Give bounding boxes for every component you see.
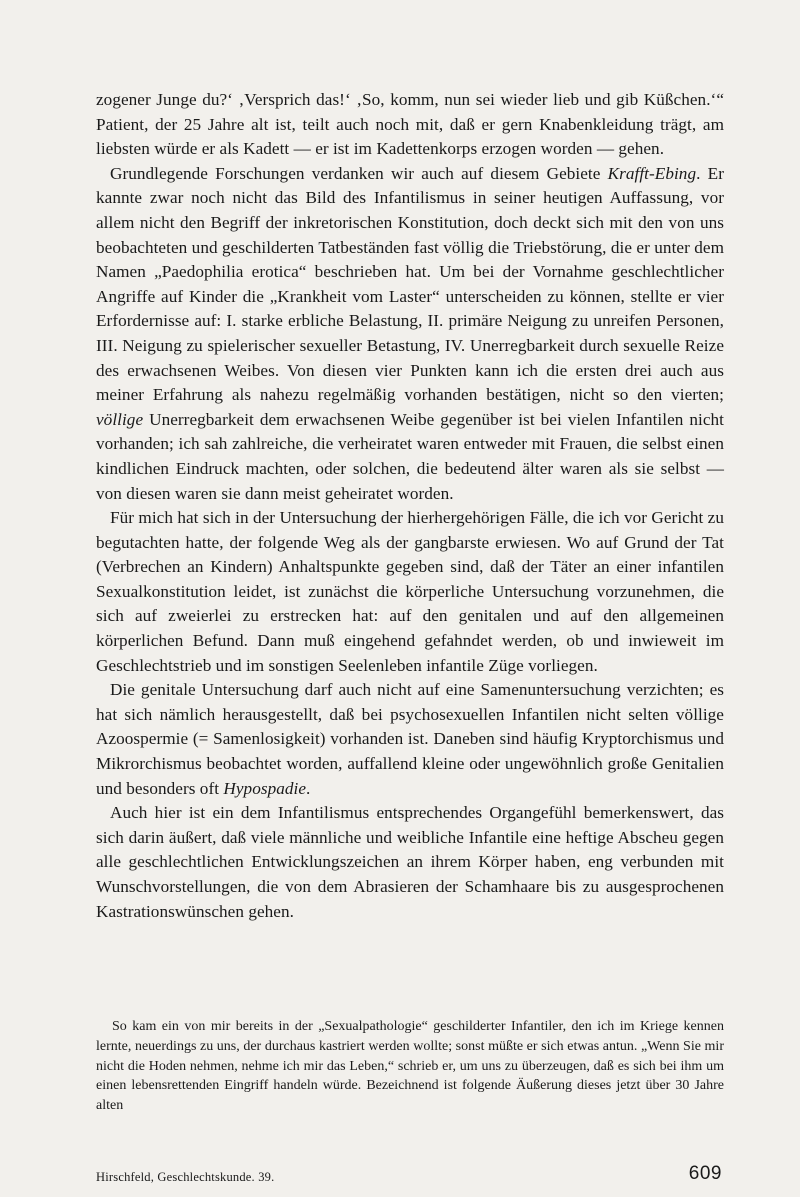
paragraph-5 [96, 801, 724, 924]
footnote: So kam ein von mir bereits in der „Sexualpathologie“ geschilderter Infantiler, den ich im Kriege kennen lernte, neuerdings zu uns, der durchaus kastriert werden wollte; sonst müßte er sich etwas antun. „Wenn Sie mir nicht die Hoden nehmen, nehme ich mir das Leben,“ schrieb er, um uns zu überzeugen, daß es sich bei ihm um einen lebensrettenden Eingriff handeln würde. Bezeichnend ist folgende Äußerung dieses jetzt über 30 Jahre alten [96, 1019, 724, 1114]
paragraph-5-text: Auch hier ist ein dem Infantilismus entsprechendes Organgefühl bemerkenswert, das sich darin äußert, daß viele männliche und weibliche Infantile eine heftige Abscheu gegen alle geschlechtlichen Entwicklungszeichen an ihrem Körper haben, eng verbunden mit Wunschvorstellungen, die von dem Abrasieren der Schamhaare bis zu ausgesprochenen Kastrationswünschen gehen. [96, 803, 724, 921]
paragraph-4-text-b: . [306, 778, 311, 798]
main-text [96, 88, 724, 924]
paragraph-4-text-a: Die genitale Untersuchung darf auch nicht auf eine Samenuntersuchung verzichten; es hat sich nämlich herausgestellt, daß bei psychosexuellen Infantilen nicht selten völlige Azoospermie (= Samenlosigkeit) vorhanden ist. Daneben sind häufig Kryptorchismus und Mikrorchismus beobachtet worden, auffallend kleine oder ungewöhnlich große Genitalien und besonders oft [96, 680, 724, 798]
emphasis-voellige: völlige [96, 409, 144, 429]
paragraph-3 [96, 506, 724, 678]
paragraph-4 [96, 678, 724, 801]
paragraph-2-text-c: Unerregbarkeit dem erwachsenen Weibe gegenüber ist bei vielen Infantilen nicht vorhanden; ich sah zahlreiche, die verheiratet waren entweder mit Frauen, die selbst einen kindlichen Eindruck machten, oder solchen, die bedeutend älter waren als sie selbst — von diesen waren sie dann meist geheiratet worden. [96, 409, 724, 503]
source-citation: Hirschfeld, Geschlechtskunde. 39. [96, 1170, 275, 1184]
page-number: 609 [688, 1163, 722, 1184]
emphasis-hypospadie: Hypospadie [223, 778, 307, 798]
paragraph-2 [96, 162, 724, 506]
paragraph-2-text-a: Grundlegende Forschungen verdanken wir auch auf diesem Gebiete [110, 163, 608, 183]
paragraph-3-text: Für mich hat sich in der Untersuchung der hierhergehörigen Fälle, die ich vor Gericht zu begutachten hatte, der folgende Weg als der gangbarste erwiesen. Wo auf Grund der Tat (Verbrechen an Kindern) Anhaltspunkte gegeben sind, daß der Täter an einer infantilen Sexualkonstitution leidet, ist zunächst die körperliche Untersuchung vorzunehmen, die sich auf zweierlei zu erstrecken hat: auf den genitalen und auf den allgemeinen körperlichen Befund. Dann muß eingehend gefahndet werden, ob und inwieweit im Geschlechtstrieb und im sonstigen Seelenleben infantile Züge vorliegen. [96, 508, 724, 675]
author-name-krafft-ebing: Krafft-Ebing [607, 163, 697, 183]
paragraph-2-text-b: . Er kannte zwar noch nicht das Bild des Infantilismus in seiner heutigen Auffassung, vor allem nicht den Begriff der inkretorischen Konstitution, doch deckt sich mit den von uns beobachteten und geschilderten Tatbeständen fast völlig die Triebstörung, die er unter dem Namen „Paedophilia erotica“ beschrieben hat. Um bei der Vornahme geschlechtlicher Angriffe auf Kinder die „Krankheit vom Laster“ unterscheiden zu können, stellte er vier Erfordernisse auf: I. starke erbliche Belastung, II. primäre Neigung zu unreifen Personen, III. Neigung zu spielerischer sexueller Betastung, IV. Unerregbarkeit durch sexuelle Reize des erwachsenen Weibes. Von diesen vier Punkten kann ich die ersten drei auch aus meiner Erfahrung als nahezu regelmäßig vorhanden bestätigen, nicht so den vierten; [96, 163, 724, 405]
paragraph-1 [96, 88, 724, 162]
paragraph-1-text: zogener Junge du?‘ ‚Versprich das!‘ ‚So, komm, nun sei wieder lieb und gib Küßchen.‘“ Patient, der 25 Jahre alt ist, teilt auch noch mit, daß er gern Knabenkleidung trägt, am liebsten würde er als Kadett — er ist im Kadettenkorps erzogen worden — gehen. [96, 90, 724, 159]
